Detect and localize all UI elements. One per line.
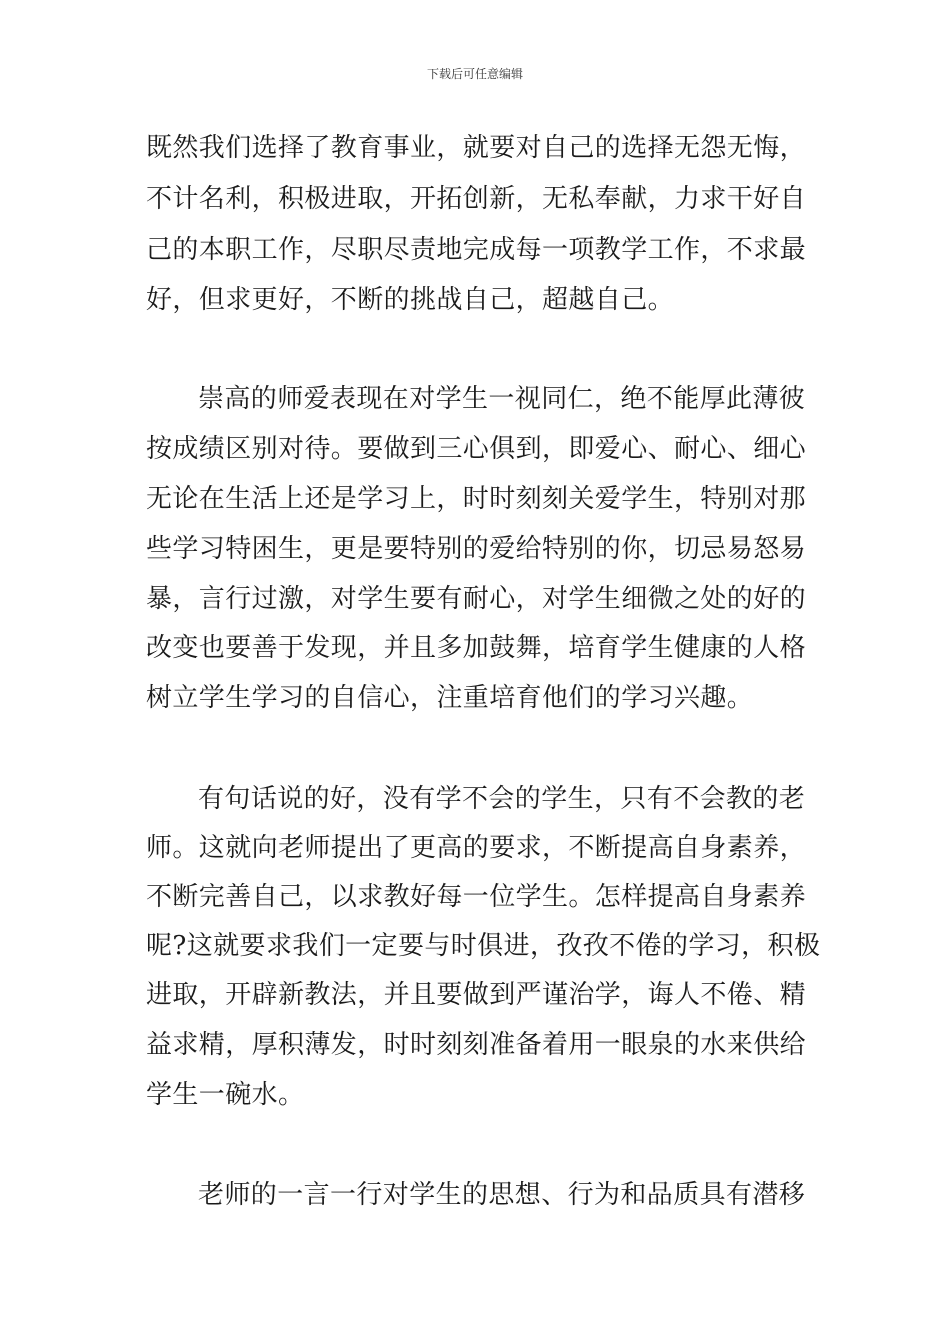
paragraph-2-line-3: 无论在生活上还是学习上，时时刻刻关爱学生，特别对那 <box>146 484 807 514</box>
paragraph-2-line-2: 按成绩区别对待。要做到三心俱到，即爱心、耐心、细心 <box>146 434 807 464</box>
header-note: 下载后可任意编辑 <box>426 67 523 81</box>
paragraph-1-line-3: 己的本职工作，尽职尽责地完成每一项教学工作，不求最 <box>146 235 807 265</box>
paragraph-2-line-6: 改变也要善于发现，并且多加鼓舞，培育学生健康的人格 <box>146 633 807 663</box>
paragraph-3-line-2: 师。这就向老师提出了更高的要求，不断提高自身素养， <box>146 833 807 863</box>
paragraph-4-line-1: 老师的一言一行对学生的思想、行为和品质具有潜移 <box>198 1180 806 1210</box>
paragraph-2-line-7: 树立学生学习的自信心，注重培育他们的学习兴趣。 <box>146 683 754 713</box>
paragraph-2-line-4: 些学习特困生，更是要特别的爱给特别的你，切忌易怒易 <box>146 534 807 564</box>
paragraph-2-line-5: 暴，言行过激，对学生要有耐心，对学生细微之处的好的 <box>146 584 807 614</box>
paragraph-3-line-6: 益求精，厚积薄发，时时刻刻准备着用一眼泉的水来供给 <box>146 1030 807 1060</box>
paragraph-1-line-1: 既然我们选择了教育事业，就要对自己的选择无怨无悔， <box>146 133 807 163</box>
paragraph-1-line-4: 好，但求更好，不断的挑战自己，超越自己。 <box>146 285 675 315</box>
paragraph-3-line-3: 不断完善自己，以求教好每一位学生。怎样提高自身素养 <box>146 882 807 912</box>
paragraph-1-line-2: 不计名利，积极进取，开拓创新，无私奉献，力求干好自 <box>146 184 807 214</box>
paragraph-2-line-1: 崇高的师爱表现在对学生一视同仁，绝不能厚此薄彼 <box>198 384 806 414</box>
paragraph-3-line-5: 进取，开辟新教法，并且要做到严谨治学，诲人不倦、精 <box>146 980 807 1010</box>
paragraph-3-line-7: 学生一碗水。 <box>146 1080 305 1110</box>
paragraph-3-line-1: 有句话说的好，没有学不会的学生，只有不会教的老 <box>198 784 806 814</box>
paragraph-3-line-4: 呢?这就要求我们一定要与时俱进，孜孜不倦的学习，积极 <box>146 931 821 961</box>
